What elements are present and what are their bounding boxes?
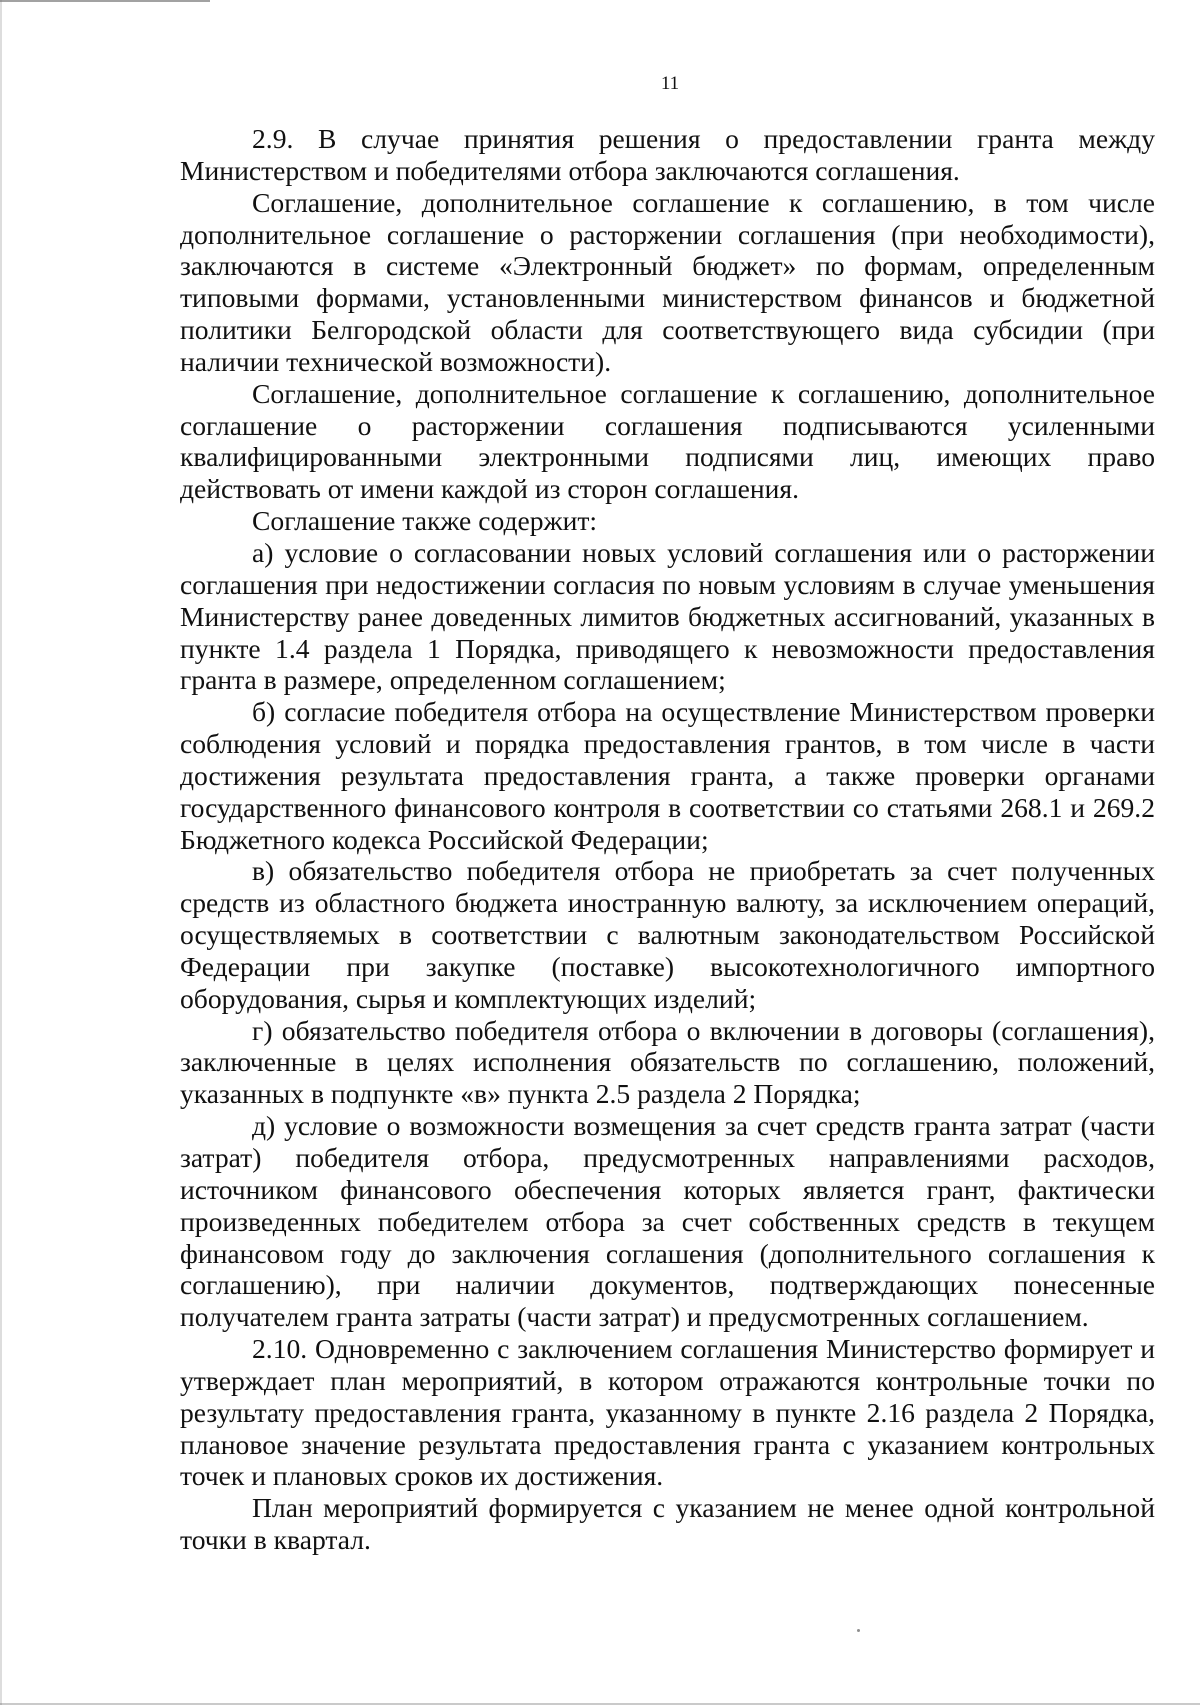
document-body (180, 123, 1155, 1556)
paragraph-agreement-contains: Соглашение также содержит: (252, 505, 598, 537)
paragraph-2-10: 2.10. Одновременно с заключением соглашения Министерство формирует и утверждает план мероприятий, в котором отражаются контрольные точки по результату предоставления гранта, указанному в пункте 2.16 раздела 2 Порядка, плановое значение результата предоставления гранта с указанием контрольных точек и плановых сроков их достижения. (180, 1333, 1155, 1492)
list-item-a: а) условие о согласовании новых условий соглашения или о расторжении соглашения при недостижении согласия по новым условиям в случае уменьшения Министерству ранее доведенных лимитов бюджетных ассигнований, указанных в пункте 1.4 раздела 1 Порядка, приводящего к невозможности предоставления гранта в размере, определенном соглашением; (180, 536, 1155, 696)
paragraph-agreement-forms: Соглашение, дополнительное соглашение к соглашению, в том числе дополнительное соглашение о расторжении соглашения (при необходимости), заключаются в системе «Электронный бюджет» по формам, определенным типовыми формами, установленными министерством финансов и бюджетной политики Белгородской области для соответствующего вида субсидии (при наличии технической возможности). (180, 186, 1155, 377)
list-item-b: б) согласие победителя отбора на осуществление Министерством проверки соблюдения условий и порядка предоставления грантов, в том числе в части достижения результата предоставления гранта, а также проверки органами государственного финансового контроля в соответствии со статьями 268.1 и 269.2 Бюджетного кодекса Российской Федерации; (180, 696, 1155, 855)
scan-edge-top (0, 0, 210, 2)
list-item-v: в) обязательство победителя отбора не приобретать за счет полученных средств из областного бюджета иностранную валюту, за исключением операций, осуществляемых в соответствии с валютным законодательством Российской Федерации при закупке (поставке) высокотехнологичного импортного оборудования, сырья и комплектующих изделий; (180, 855, 1155, 1014)
list-item-g: г) обязательство победителя отбора о включении в договоры (соглашения), заключенные в целях исполнения обязательств по соглашению, положений, указанных в подпункте «в» пункта 2.5 раздела 2 Порядка; (180, 1014, 1155, 1110)
page-number: 11 (660, 73, 680, 94)
scan-speck (857, 1629, 860, 1632)
paragraph-2-9: 2.9. В случае принятия решения о предоставлении гранта между Министерством и победителями отбора заключаются соглашения. (180, 123, 1155, 186)
scan-edge-left (0, 0, 2, 1705)
paragraph-plan-checkpoints: План мероприятий формируется с указанием не менее одной контрольной точки в квартал. (180, 1492, 1155, 1556)
paragraph-agreement-signatures: Соглашение, дополнительное соглашение к соглашению, дополнительное соглашение о расторжении соглашения подписываются усиленными квалифицированными электронными подписями лиц, имеющих право действовать от имени каждой из сторон соглашения. (180, 377, 1155, 505)
list-item-d: д) условие о возможности возмещения за счет средств гранта затрат (части затрат) победителя отбора, предусмотренных направлениями расходов, источником финансового обеспечения которых является грант, фактически произведенных победителем отбора за счет собственных средств в текущем финансовом году до заключения соглашения (дополнительного соглашения к соглашению), при наличии документов, подтверждающих понесенные получателем гранта затраты (части затрат) и предусмотренных соглашением. (180, 1110, 1155, 1333)
